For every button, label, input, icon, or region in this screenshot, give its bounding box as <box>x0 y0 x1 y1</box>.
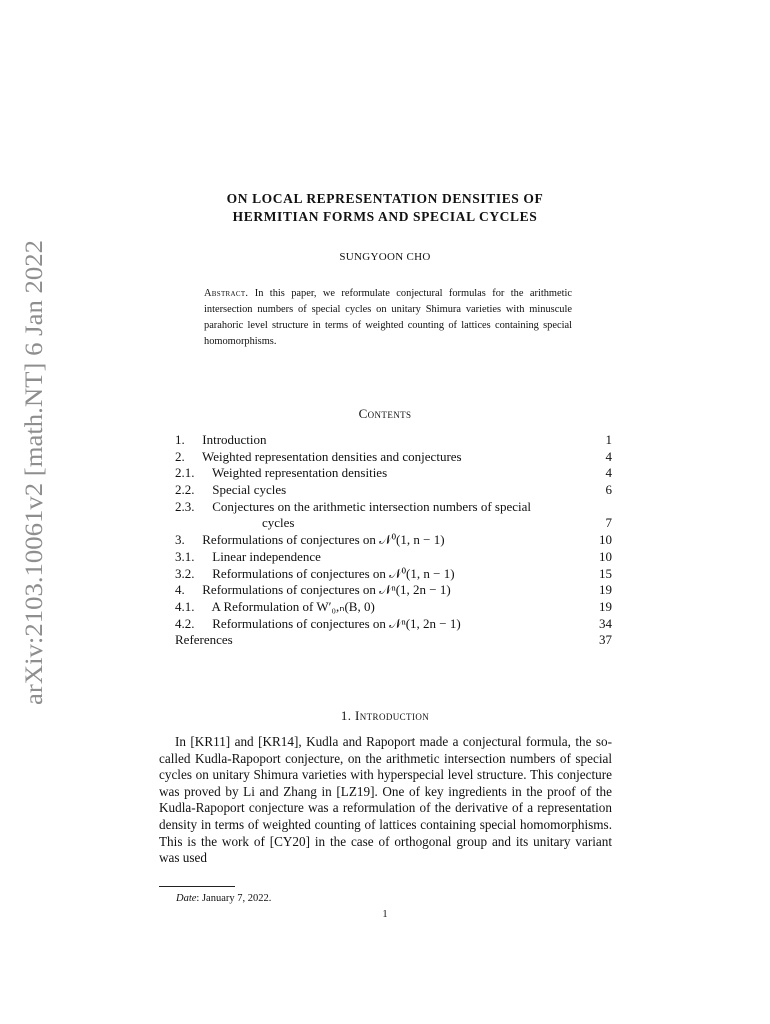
toc-entry-number: 2.3. <box>175 498 195 514</box>
page-number: 1 <box>382 909 388 920</box>
toc-entry-title: cycles <box>262 515 295 531</box>
footnote-date <box>176 893 271 904</box>
paper-title-line-2: HERMITIAN FORMS AND SPECIAL CYCLES <box>232 209 538 224</box>
toc-entry-number: 4. <box>175 582 185 598</box>
toc-entry-page: 10 <box>599 548 612 564</box>
toc-entry-title: Special cycles <box>212 482 287 498</box>
toc-entry[interactable] <box>175 582 612 599</box>
toc-entry[interactable] <box>175 616 612 633</box>
toc-entry-title: Reformulations of conjectures on 𝒩⁰(1, n − 1) <box>202 532 445 548</box>
intro-paragraph: In [KR11] and [KR14], Kudla and Rapoport made a conjectural formula, the so-called Kudla-Rapoport conjecture, on the arithmetic intersection numbers of special cycles on unitary Shimura varieties with hyperspecial level structure. This conjecture was proved by Li and Zhang in [LZ19]. One of key ingredients in the proof of the Kudla-Rapoport conjecture was a reformulation of the derivative of a representation density in terms of weighted counting of lattices containing special homomorphisms. This is the work of [CY20] in the case of orthogonal group and its unitary variant was used <box>159 734 612 866</box>
toc-entry-number: 3. <box>175 532 185 548</box>
abstract-label: Abstract. <box>204 288 249 299</box>
contents-heading: Contents <box>358 406 412 421</box>
footnote-text: : January 7, 2022. <box>196 893 272 904</box>
toc-entry-title: Reformulations of conjectures on 𝒩ⁿ(1, 2n − 1) <box>212 615 461 631</box>
toc-entry[interactable] <box>175 549 612 566</box>
toc-entry-number: 4.2. <box>175 615 195 631</box>
toc-entry-number: 3.1. <box>175 548 195 564</box>
table-of-contents <box>175 432 612 649</box>
toc-entry-number: 2.2. <box>175 482 195 498</box>
toc-entry[interactable] <box>175 532 612 549</box>
toc-entry-title: Conjectures on the arithmetic intersection numbers of special <box>212 498 532 514</box>
toc-entry-title: A Reformulation of W′₀,ₙ(B, 0) <box>211 598 375 614</box>
toc-entry-page: 19 <box>599 598 612 614</box>
toc-entry-page: 6 <box>605 482 612 498</box>
abstract <box>204 286 572 350</box>
toc-entry-title: References <box>175 632 233 648</box>
toc-entry-page: 34 <box>599 615 612 631</box>
toc-entry-page: 37 <box>599 632 612 648</box>
toc-entry-page: 15 <box>599 565 612 581</box>
toc-entry-title: Reformulations of conjectures on 𝒩ⁿ(1, 2n − 1) <box>202 582 451 598</box>
toc-entry-title: Weighted representation densities and conjectures <box>202 448 462 464</box>
toc-entry-number: 2. <box>175 448 185 464</box>
paper-title-line-1: ON LOCAL REPRESENTATION DENSITIES OF <box>226 191 544 206</box>
toc-entry-continuation[interactable] <box>175 515 612 532</box>
toc-entry-number: 2.1. <box>175 465 195 481</box>
section-heading-introduction: 1. Introduction <box>340 708 430 723</box>
toc-entry[interactable] <box>175 499 612 516</box>
toc-entry[interactable] <box>175 599 612 616</box>
toc-entry-page: 10 <box>599 532 612 548</box>
toc-entry-page: 4 <box>605 448 612 464</box>
footnote-divider <box>159 886 235 887</box>
footnote-label: Date <box>176 893 197 904</box>
toc-entry-number: 3.2. <box>175 565 195 581</box>
toc-entry-title: Introduction <box>202 432 267 447</box>
toc-entry-title: Weighted representation densities <box>212 465 388 481</box>
abstract-text: In this paper, we reformulate conjectural formulas for the arithmetic intersection numbers of special cycles on unitary Shimura varieties with minuscule parahoric level structure in terms of weighted counting of lattices containing special homomorphisms. <box>204 288 572 347</box>
toc-entry[interactable] <box>175 465 612 482</box>
toc-entry-number: 1. <box>175 432 185 447</box>
toc-entry-page: 19 <box>599 582 612 598</box>
toc-entry-page: 1 <box>605 432 612 447</box>
toc-entry-title: Reformulations of conjectures on 𝒩⁰(1, n − 1) <box>212 565 455 581</box>
arxiv-stamp-text: arXiv:2103.10061v2 [math.NT] 6 Jan 2022 <box>21 270 48 705</box>
toc-entry[interactable] <box>175 632 612 649</box>
author-name: SUNGYOON CHO <box>339 251 431 263</box>
toc-entry-title: Linear independence <box>212 548 321 564</box>
toc-entry-page: 4 <box>605 465 612 481</box>
toc-entry[interactable] <box>175 566 612 583</box>
arxiv-identifier-stamp <box>0 240 68 705</box>
toc-entry-page: 7 <box>605 515 612 531</box>
arxiv-stamp-graphic <box>0 240 68 705</box>
toc-entry[interactable] <box>175 449 612 466</box>
toc-entry[interactable] <box>175 432 612 449</box>
toc-entry-number: 4.1. <box>175 598 195 614</box>
toc-entry[interactable] <box>175 482 612 499</box>
